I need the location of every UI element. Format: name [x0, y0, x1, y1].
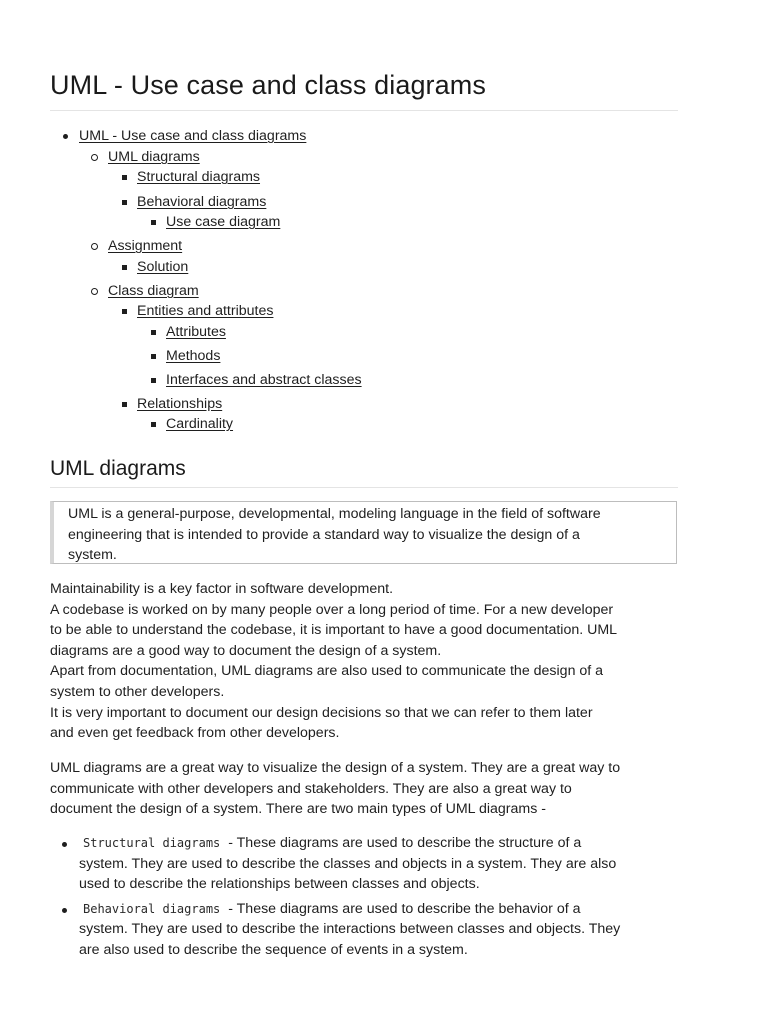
type-desc-line: - These diagrams are used to describe the structure of a — [224, 835, 582, 851]
toc-item-relationships — [137, 394, 222, 414]
toc-link-solution[interactable]: Solution — [137, 259, 189, 275]
paragraph-uml-types-intro — [50, 758, 678, 820]
toc-item-structural — [137, 167, 260, 187]
toc-link-structural[interactable]: Structural diagrams — [137, 169, 261, 185]
quote-line: system. — [68, 547, 117, 563]
toc-item-interfaces — [166, 370, 362, 390]
toc-link-behavioral[interactable]: Behavioral diagrams — [137, 194, 267, 210]
toc-link-attributes[interactable]: Attributes — [166, 324, 226, 340]
paragraph-line: communicate with other developers and stakeholders. They are also a great way to — [50, 780, 572, 797]
toc-link-class-diagram[interactable]: Class diagram — [108, 283, 199, 299]
list-item-structural — [50, 833, 678, 895]
section-heading: UML diagrams — [50, 455, 678, 488]
paragraph-line: and even get feedback from other developers. — [50, 725, 340, 742]
toc-item-entities — [137, 301, 273, 321]
toc-item-cardinality — [166, 414, 233, 434]
type-desc-line: used to describe the relationships between classes and objects. — [79, 876, 480, 893]
list-item-behavioral — [50, 899, 678, 961]
paragraph-line: Apart from documentation, UML diagrams are also used to communicate the design of a — [50, 663, 604, 680]
toc-item-solution — [137, 257, 188, 277]
toc-link-use-case[interactable]: Use case diagram — [166, 214, 281, 230]
definition-quote — [50, 501, 677, 564]
paragraph-line: diagrams are a good way to document the design of a system. — [50, 642, 442, 659]
toc-item-uml-diagrams — [108, 147, 200, 167]
quote-line: UML is a general-purpose, developmental, modeling language in the field of software — [68, 506, 601, 522]
paragraph-maintainability — [50, 579, 678, 744]
paragraph-line: document the design of a system. There are two main types of UML diagrams - — [50, 801, 547, 818]
paragraph-line: It is very important to document our design decisions so that we can refer to them later — [50, 704, 593, 721]
paragraph-line: A codebase is worked on by many people over a long period of time. For a new developer — [50, 601, 614, 618]
toc-item-class-diagram — [108, 281, 199, 301]
type-desc-line: - These diagrams are used to describe the behavior of a — [224, 900, 581, 917]
code-behavioral: Behavioral diagrams — [83, 901, 221, 916]
paragraph-line: Maintainability is a key factor in software development. — [50, 581, 394, 597]
type-desc-line: are also used to describe the sequence of events in a system. — [79, 941, 468, 958]
toc-link-relationships[interactable]: Relationships — [137, 396, 223, 412]
toc-item-methods — [166, 346, 220, 366]
paragraph-line: system to other developers. — [50, 683, 225, 700]
toc-link-interfaces[interactable]: Interfaces and abstract classes — [166, 372, 362, 388]
toc-link-assignment[interactable]: Assignment — [108, 238, 183, 254]
page-title: UML - Use case and class diagrams — [50, 66, 678, 111]
toc-item-use-case — [166, 212, 280, 232]
type-desc-line: system. They are used to describe the interactions between classes and objects. They — [79, 921, 621, 938]
uml-types-list — [50, 833, 678, 965]
toc-item-assignment — [108, 236, 182, 256]
toc-link-uml-diagrams[interactable]: UML diagrams — [108, 149, 200, 165]
type-desc-line: system. They are used to describe the classes and objects in a system. They are also — [79, 855, 617, 872]
toc-link-methods[interactable]: Methods — [166, 348, 221, 364]
toc-item-attributes — [166, 322, 226, 342]
code-structural: Structural diagrams — [83, 836, 221, 850]
paragraph-line: to be able to understand the codebase, it is important to have a good documentation. UML — [50, 622, 618, 639]
toc-link-root[interactable]: UML - Use case and class diagrams — [79, 128, 307, 144]
toc-link-entities[interactable]: Entities and attributes — [137, 303, 274, 319]
toc-link-cardinality[interactable]: Cardinality — [166, 416, 234, 432]
paragraph-line: UML diagrams are a great way to visualize the design of a system. They are a great way to — [50, 760, 621, 776]
quote-line: engineering that is intended to provide a standard way to visualize the design of a — [68, 526, 580, 543]
toc-item-root — [79, 126, 306, 146]
toc-item-behavioral — [137, 192, 266, 212]
